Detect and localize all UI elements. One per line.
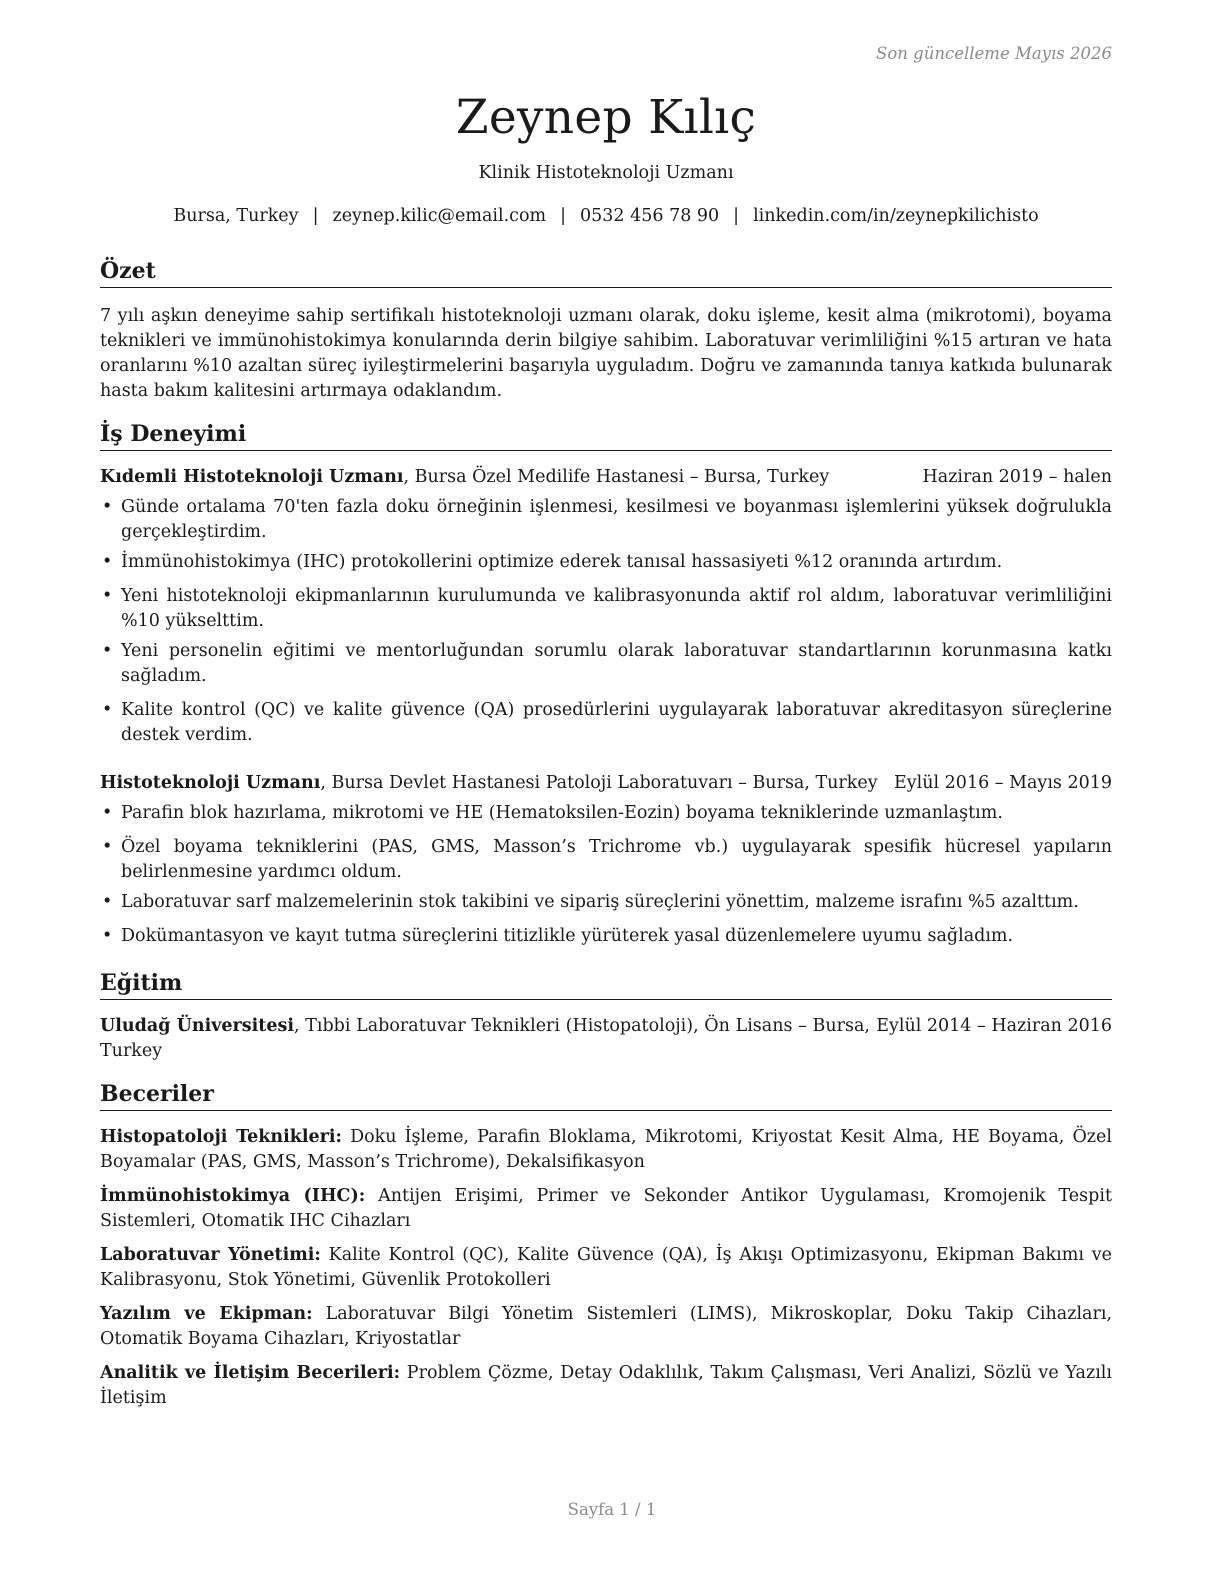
skill-label: İmmünohistokimya (IHC): [100,1186,366,1206]
job-bullet: • Yeni personelin eğitimi ve mentorluğundan sorumlu olarak laboratuvar standartlarının korunmasına katkı sağladım. [100,639,1112,689]
education-school: Uludağ Üniversitesi [100,1016,294,1036]
skills-list [100,1125,1112,1411]
education-section [100,969,1112,1064]
contact-separator: | [312,206,319,226]
candidate-name: Zeynep Kılıç [455,90,757,145]
skill-value: Doku İşleme, Parafin Bloklama, Mikrotomi, Kriyostat Kesit Alma, HE Boyama, Özel Boyamalar (PAS, GMS, Masson’s Trichrome), Dekalsifikasyon [100,1127,1112,1172]
skill-item [100,1184,1112,1234]
job-bullets [100,495,1112,748]
education-entry [100,1014,1112,1064]
last-updated: Son güncelleme Mayıs 2026 [876,44,1112,63]
skills-heading: Beceriler [100,1080,1112,1111]
skill-item [100,1125,1112,1175]
skill-item [100,1361,1112,1411]
job-bullet: • Yeni histoteknoloji ekipmanlarının kurulumunda ve kalibrasyonunda aktif rol aldım, laboratuvar verimliliğini %10 yükselttim. [100,584,1112,634]
job-header [100,771,1112,796]
skill-value: Kalite Kontrol (QC), Kalite Güvence (QA), İş Akışı Optimizasyonu, Ekipman Bakımı ve Kalibrasyonu, Stok Yönetimi, Güvenlik Protokolleri [100,1245,1112,1290]
job-bullet: • Laboratuvar sarf malzemelerinin stok takibini ve sipariş süreçlerini yönettim, malzeme israfını %5 azalttım. [100,890,1112,915]
job-bullets [100,801,1112,949]
education-heading: Eğitim [100,969,1112,1000]
page-number: Sayfa 1 / 1 [567,1500,657,1519]
contact-separator: | [733,206,740,226]
education-dates: Eylül 2014 – Haziran 2016 [876,1016,1112,1036]
skill-label: Histopatoloji Teknikleri: [100,1127,342,1147]
contact-line [100,203,1112,229]
contact-location: Bursa, Turkey [173,206,299,226]
resume-page [100,0,1112,1420]
skills-section [100,1080,1112,1411]
job-bullet: • Günde ortalama 70'ten fazla doku örneğinin işlenmesi, kesilmesi ve boyanması işlemlerini yüksek doğrulukla gerçekleştirdim. [100,495,1112,545]
job-org: , Bursa Devlet Hastanesi Patoloji Laboratuvarı – Bursa, Turkey [320,773,878,793]
job-entry [100,465,1112,748]
skill-value: Laboratuvar Bilgi Yönetim Sistemleri (LIMS), Mikroskoplar, Doku Takip Cihazları, Otomatik Boyama Cihazları, Kriyostatlar [100,1304,1113,1349]
skill-label: Laboratuvar Yönetimi: [100,1245,321,1265]
skill-item [100,1302,1112,1352]
education-detail: , Tıbbi Laboratuvar Teknikleri (Histopatoloji), Ön Lisans – Bursa, Turkey [100,1016,870,1061]
contact-email[interactable]: zeynep.kilic@email.com [332,206,547,226]
contact-separator: | [560,206,566,226]
candidate-title: Klinik Histoteknoloji Uzmanı [478,163,734,183]
summary-text: 7 yılı aşkın deneyime sahip sertifikalı histoteknoloji uzmanı olarak, doku işleme, kesit alma (mikrotomi), boyama teknikleri ve immünohistokimya konularında derin bilgiye sahibim. Laboratuvar verimliliğini %15 artıran ve hata oranlarını %10 azaltan süreç iyileştirmelerini başarıyla uyguladım. Doğru ve zamanında tanıya katkıda bulunarak hasta bakım kalitesini artırmaya odaklandım. [100,306,1112,401]
job-org: , Bursa Özel Medilife Hastanesi – Bursa, Turkey [403,467,830,487]
skill-label: Analitik ve İletişim Becerileri: [100,1363,401,1383]
job-bullet: • Parafin blok hazırlama, mikrotomi ve HE (Hematoksilen-Eozin) boyama tekniklerinde uzmanlaştım. [100,801,1112,826]
experience-section [100,420,1112,949]
job-bullet: • Özel boyama tekniklerini (PAS, GMS, Masson’s Trichrome vb.) uygulayarak spesifik hücresel yapıların belirlenmesine yardımcı oldum. [100,835,1112,885]
job-header [100,465,1112,490]
contact-linkedin[interactable]: linkedin.com/in/zeynepkilichisto [753,206,1039,226]
job-role: Kıdemli Histoteknoloji Uzmanı [100,467,404,487]
job-bullet: • İmmünohistokimya (IHC) protokollerini optimize ederek tanısal hassasiyeti %12 oranında artırdım. [100,550,1112,575]
job-entry [100,771,1112,949]
job-bullet: • Kalite kontrol (QC) ve kalite güvence (QA) prosedürlerini uygulayarak laboratuvar akreditasyon süreçlerine destek verdim. [100,698,1112,748]
job-dates: Haziran 2019 – halen [922,467,1112,487]
job-dates: Eylül 2016 – Mayıs 2019 [893,773,1112,793]
job-bullet: • Dokümantasyon ve kayıt tutma süreçlerini titizlikle yürüterek yasal düzenlemelere uyumu sağladım. [100,924,1112,949]
job-role: Histoteknoloji Uzmanı [100,773,321,793]
skill-value: Problem Çözme, Detay Odaklılık, Takım Çalışması, Veri Analizi, Sözlü ve Yazılı İletişim [100,1363,1112,1408]
contact-phone: 0532 456 78 90 [580,206,720,226]
experience-heading: İş Deneyimi [100,420,1112,451]
summary-heading: Özet [100,257,1112,288]
skill-value: Antijen Erişimi, Primer ve Sekonder Antikor Uygulaması, Kromojenik Tespit Sistemleri, Otomatik IHC Cihazları [100,1186,1112,1231]
summary-section [100,257,1112,404]
skill-label: Yazılım ve Ekipman: [100,1304,313,1324]
skill-item [100,1243,1112,1293]
